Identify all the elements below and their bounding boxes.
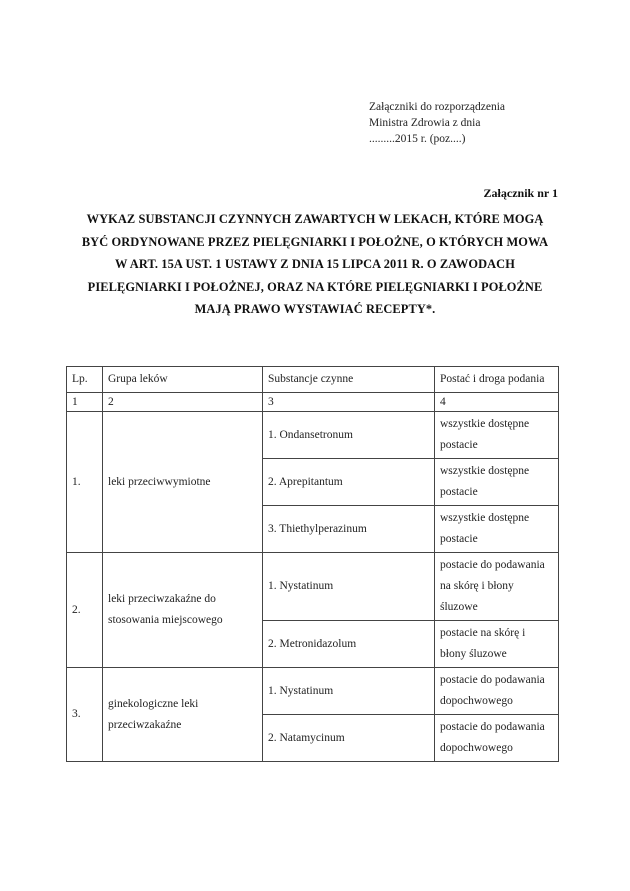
numbering-cell: 3 [263, 393, 435, 412]
header-note-line: Załączniki do rozporządzenia [369, 101, 506, 113]
row-form: wszystkie dostępne postacie [435, 412, 559, 459]
row-form: postacie na skórę i błony śluzowe [435, 621, 559, 668]
row-group-name: leki przeciwzakaźne do stosowania miejscowego [103, 553, 263, 668]
row-substance: 2. Natamycinum [263, 715, 435, 762]
title-line: PIELĘGNIARKI I POŁOŻNEJ, ORAZ NA KTÓRE PIELĘGNIARKI I POŁOŻNE [87, 279, 543, 294]
table-row [67, 412, 559, 459]
row-group-name: ginekologiczne leki przeciwzakaźne [103, 668, 263, 762]
table-header-row [67, 367, 559, 393]
numbering-cell: 1 [67, 393, 103, 412]
title-line: BYĆ ORDYNOWANE PRZEZ PIELĘGNIARKI I POŁOŻNE, O KTÓRYCH MOWA [81, 234, 549, 249]
row-form: postacie do podawania dopochwowego [435, 668, 559, 715]
substances-table [66, 366, 559, 762]
title-line: WYKAZ SUBSTANCJI CZYNNYCH ZAWARTYCH W LEKACH, KTÓRE MOGĄ [86, 212, 544, 226]
row-group-name: leki przeciwwymiotne [103, 412, 263, 553]
row-form: postacie do podawania dopochwowego [435, 715, 559, 762]
numbering-cell: 4 [435, 393, 559, 412]
table-row [67, 553, 559, 621]
annex-label: Załącznik nr 1 [483, 186, 558, 200]
row-form: postacie do podawania na skórę i błony śluzowe [435, 553, 559, 621]
row-substance: 2. Aprepitantum [263, 459, 435, 506]
row-substance: 1. Ondansetronum [263, 412, 435, 459]
row-form: wszystkie dostępne postacie [435, 506, 559, 553]
row-form: wszystkie dostępne postacie [435, 459, 559, 506]
header-lp: Lp. [67, 367, 103, 393]
row-substance: 1. Nystatinum [263, 668, 435, 715]
header-form: Postać i droga podania [435, 367, 559, 393]
row-substance: 1. Nystatinum [263, 553, 435, 621]
table-row [67, 668, 559, 715]
table-numbering-row [67, 393, 559, 412]
document-title [60, 208, 570, 321]
row-lp: 1. [67, 412, 103, 553]
header-note [369, 99, 505, 147]
numbering-cell: 2 [103, 393, 263, 412]
row-lp: 2. [67, 553, 103, 668]
row-substance: 3. Thiethylperazinum [263, 506, 435, 553]
header-note-line: Ministra Zdrowia z dnia [369, 117, 481, 129]
title-line: W ART. 15A UST. 1 USTAWY Z DNIA 15 LIPCA 2011 R. O ZAWODACH [115, 257, 515, 271]
header-substances: Substancje czynne [263, 367, 435, 393]
header-group: Grupa leków [103, 367, 263, 393]
row-substance: 2. Metronidazolum [263, 621, 435, 668]
row-lp: 3. [67, 668, 103, 762]
header-note-line: .........2015 r. (poz....) [369, 133, 466, 145]
title-line: MAJĄ PRAWO WYSTAWIAĆ RECEPTY*. [194, 302, 436, 316]
